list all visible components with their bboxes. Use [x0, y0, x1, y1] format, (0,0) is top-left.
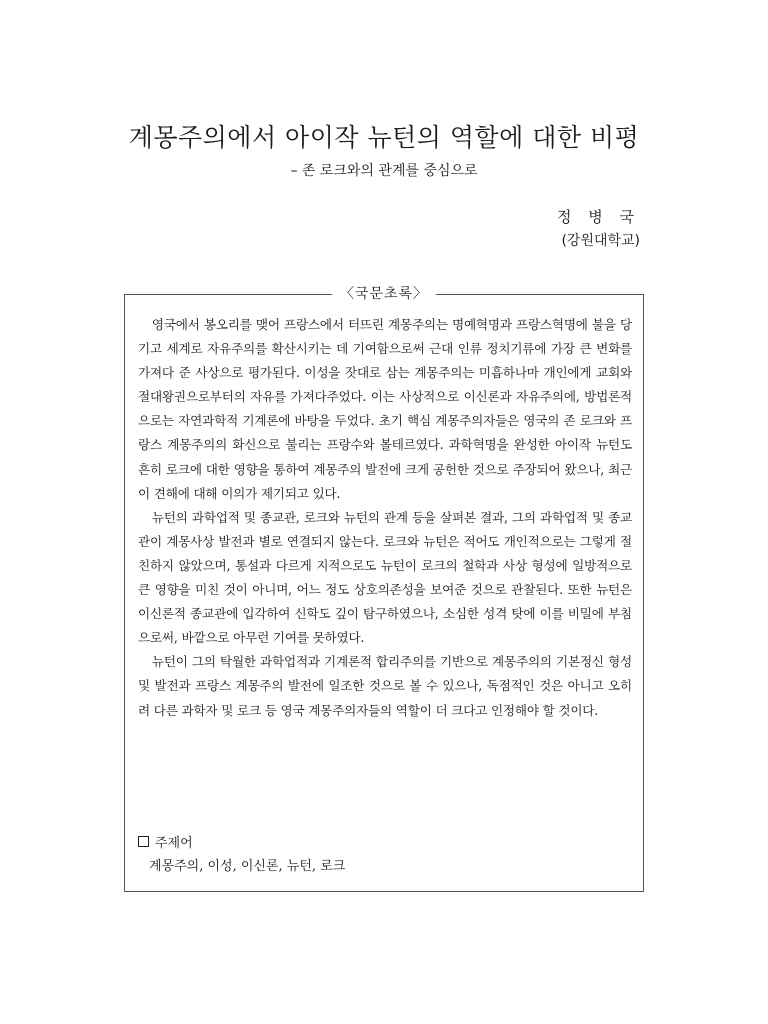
paper-subtitle: – 존 로크와의 관계를 중심으로	[290, 163, 478, 179]
keywords-label: 주제어	[155, 836, 193, 851]
paper-title: 계몽주의에서 아이작 뉴턴의 역할에 대한 비평	[128, 123, 640, 152]
abstract-heading: 〈국문초록〉	[332, 283, 436, 303]
abstract-paragraph-1: 영국에서 봉오리를 맺어 프랑스에서 터뜨린 계몽주의는 명예혁명과 프랑스혁명에 불을 당기고 세계로 자유주의를 확산시키는 데 기여함으로써 근대 인류 정치기류에 가장 큰 변화를 가져다 준 사상으로 평가된다. 이성을 잣대로 삼는 계몽주의는 미흡하나마 개인에게 교회와 절대왕권으로부터의 자유를 가져다주었다. 이는 사상적으로 이신론과 자유주의에, 방법론적으로는 자연과학적 기계론에 바탕을 두었다. 초기 핵심 계몽주의자들은 영국의 존 로크와 프랑스 계몽주의의 화신으로 불리는 프랑수와 볼테르였다. 과학혁명을 완성한 아이작 뉴턴도 흔히 로크에 대한 영향을 통하여 계몽주의 발전에 크게 공헌한 것으로 주장되어 왔으나, 최근 이 견해에 대해 이의가 제기되고 있다.	[138, 317, 632, 501]
abstract-paragraph-2: 뉴턴의 과학업적 및 종교관, 로크와 뉴턴의 관계 등을 살펴본 결과, 그의 과학업적 및 종교관이 계몽사상 발전과 별로 연결되지 않는다. 로크와 뉴턴은 적어도 개인적으로는 그렇게 절친하지 않았으며, 통설과 다르게 지적으로도 뉴턴이 로크의 철학과 사상 형성에 일방적으로 큰 영향을 미친 것이 아니며, 어느 정도 상호의존성을 보여준 것으로 관찰된다. 또한 뉴턴은 이신론적 종교관에 입각하여 신학도 깊이 탐구하였으나, 소심한 성격 탓에 이를 비밀에 부침으로써, 바깥으로 아무런 기여를 못하였다.	[138, 509, 632, 646]
abstract-body	[138, 313, 632, 723]
abstract-paragraph-3: 뉴턴이 그의 탁월한 과학업적과 기계론적 합리주의를 기반으로 계몽주의의 기본정신 형성 및 발전과 프랑스 계몽주의 발전에 일조한 것으로 볼 수 있으나, 독점적인 것은 아니고 오히려 다른 과학자 및 로크 등 영국 계몽주의자들의 역할이 더 크다고 인정해야 할 것이다.	[138, 654, 632, 718]
keywords-list: 계몽주의, 이성, 이신론, 뉴턴, 로크	[149, 859, 346, 874]
author-name: 정 병 국	[556, 208, 640, 226]
keywords-heading	[138, 832, 193, 851]
square-bullet-icon	[138, 836, 149, 847]
author-affiliation: (강원대학교)	[561, 233, 640, 249]
abstract-box	[124, 286, 644, 892]
